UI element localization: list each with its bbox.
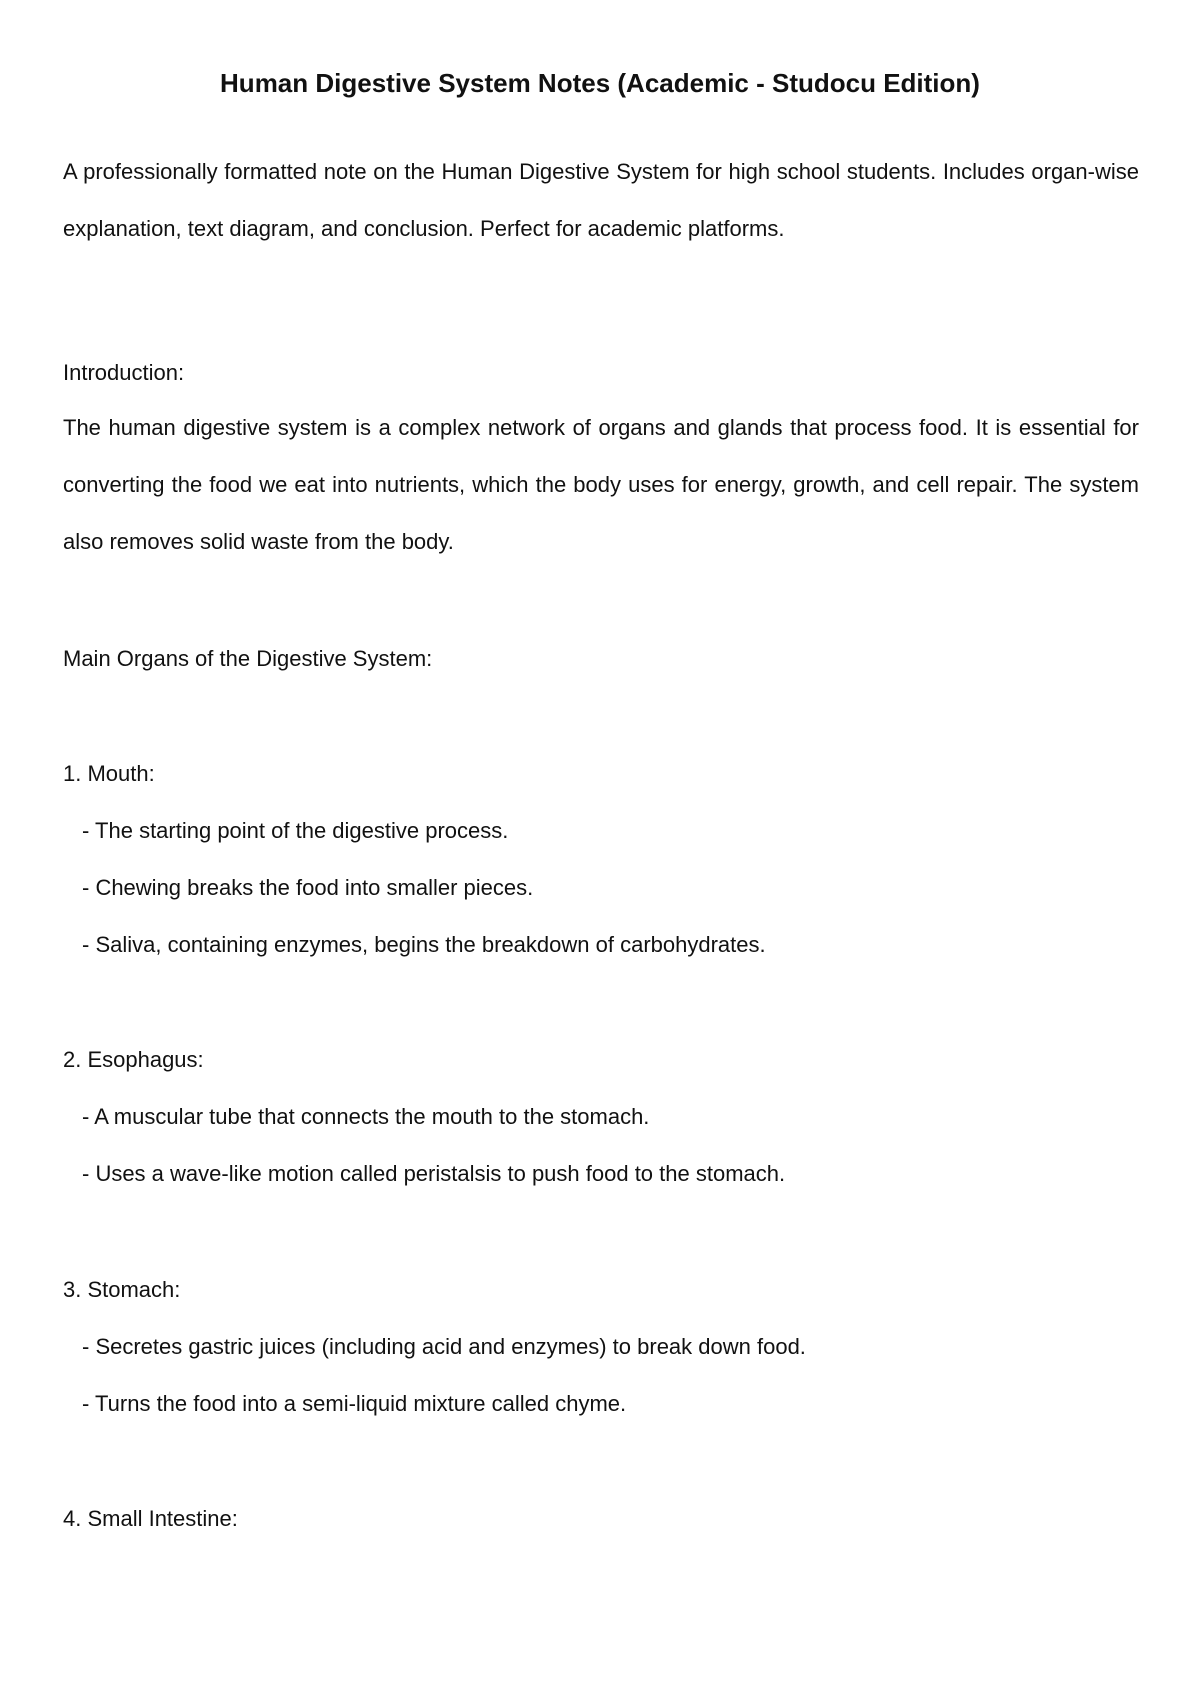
organ-heading-small-intestine: 4. Small Intestine:	[63, 1506, 238, 1531]
organ-point: - Uses a wave-like motion called peristalsis to push food to the stomach.	[82, 1161, 786, 1186]
organ-point: - A muscular tube that connects the mouth to the stomach.	[82, 1104, 650, 1129]
organ-point: - Secretes gastric juices (including acid and enzymes) to break down food.	[82, 1334, 806, 1359]
organ-point: - Saliva, containing enzymes, begins the breakdown of carbohydrates.	[82, 932, 766, 957]
document-summary: A professionally formatted note on the Human Digestive System for high school students. Includes organ-wise explanation, text diagram, and conclusion. Perfect for academic platforms.	[63, 159, 1139, 241]
organ-heading-mouth: 1. Mouth:	[63, 761, 155, 786]
introduction-heading: Introduction:	[63, 360, 185, 385]
organ-point: - The starting point of the digestive process.	[82, 818, 509, 843]
organ-point: - Chewing breaks the food into smaller pieces.	[82, 875, 534, 900]
document-title: Human Digestive System Notes (Academic - Studocu Edition)	[220, 68, 980, 98]
organ-heading-stomach: 3. Stomach:	[63, 1277, 181, 1302]
organs-heading: Main Organs of the Digestive System:	[63, 646, 433, 671]
introduction-body: The human digestive system is a complex network of organs and glands that process food. It is essential for converting the food we eat into nutrients, which the body uses for energy, growth, and cell repair. The system also removes solid waste from the body.	[63, 415, 1139, 554]
organ-point: - Turns the food into a semi-liquid mixture called chyme.	[82, 1391, 627, 1416]
organ-heading-esophagus: 2. Esophagus:	[63, 1047, 204, 1072]
